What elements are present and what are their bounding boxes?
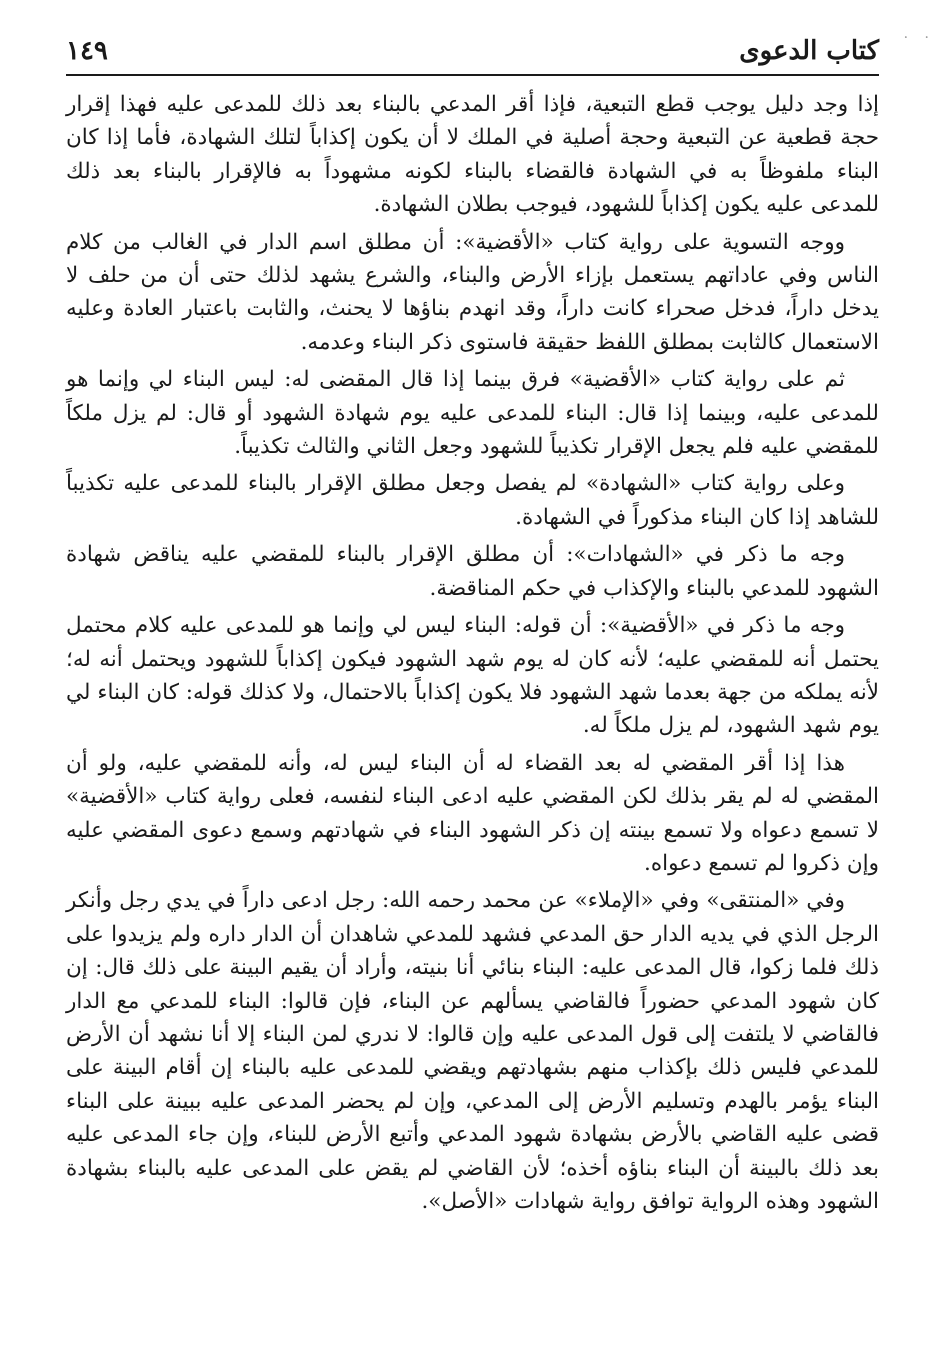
page-header	[66, 32, 879, 76]
chapter-title: كتاب الدعوى	[739, 36, 879, 66]
page-body	[66, 88, 879, 1222]
paragraph-2: ووجه التسوية على رواية كتاب «الأقضية»: أن مطلق اسم الدار في الغالب من كلام الناس وفي عاداتهم يستعمل بإزاء الأرض والبناء، والشرع يشهد لذلك حتى أن من حلف لا يدخل داراً، فدخل صحراء كانت داراً، وقد انهدم بناؤها لا يحنث، والثابت باعتبار العادة وعليه الاستعمال كالثابت بمطلق اللفظ حقيقة فاستوى ذكر البناء وعدمه.	[66, 229, 879, 355]
paragraph-1: إذا وجد دليل يوجب قطع التبعية، فإذا أقر المدعي بالبناء بعد ذلك للمدعى عليه فهذا إقرار حجة قطعية عن التبعية وحجة أصلية في الملك لا أن يكون إكذاباً لتلك الشهادة، فأما إذا كان البناء ملفوظاً به في الشهادة فالقضاء بالبناء لكونه مشهوداً به فالإقرار بالبناء بعد ذلك للمدعى عليه يكون إكذاباً للشهود، فيوجب بطلان الشهادة.	[66, 92, 879, 218]
paragraph-6: وجه ما ذكر في «الأقضية»: أن قوله: البناء ليس لي وإنما هو للمدعى عليه كلام محتمل يحتمل أنه للمقضي عليه؛ لأنه كان له يوم شهد الشهود فيكون إكذاباً للشهود ويحتمل أنه له؛ لأنه يملكه من جهة بعدما شهد الشهود فلا يكون إكذاباً بالاحتمال، ولا كذلك قوله: كان البناء لي يوم شهد الشهود، لم يزل ملكاً له.	[66, 613, 879, 739]
page-number: ١٤٩	[66, 36, 108, 66]
scan-corner-mark: · ·	[903, 30, 935, 46]
paragraph-7: هذا إذا أقر المقضي له بعد القضاء له أن البناء ليس له، وأنه للمقضي عليه، ولو أن المقضي له لم يقر بذلك لكن المقضي عليه ادعى البناء لنفسه، فعلى رواية كتاب «الأقضية» لا تسمع دعواه ولا تسمع بينته إن ذكر الشهود البناء في شهادتهم وسمع دعوى المقضي عليه وإن ذكروا لم تسمع دعواه.	[66, 750, 879, 876]
paragraph-8: وفي «المنتقى» وفي «الإملاء» عن محمد رحمه الله: رجل ادعى داراً في يدي رجل وأنكر الرجل الذي في يديه الدار حق المدعي فشهد للمدعي شاهدان أن الدار داره ولم يزيدوا على ذلك فلما زكوا، قال المدعى عليه: البناء بنائي أنا بنيته، وأراد أن يقيم البينة على ذلك قال: إن كان شهود المدعي حضوراً فالقاضي يسألهم عن البناء، فإن قالوا: البناء للمدعي مع الدار فالقاضي لا يلتفت إلى قول المدعى عليه وإن قالوا: لا ندري لمن البناء إلا أنا نشهد أن الأرض للمدعي فليس ذلك بإكذاب منهم بشهادتهم ويقضي للمدعى عليه بالبناء إن أقام البينة على البناء يؤمر بالهدم وتسليم الأرض إلى المدعي، وإن لم يحضر المدعى عليه ببينة على البناء قضى عليه القاضي بالأرض بشهادة شهود المدعي وأتبع الأرض للبناء، وإن جاء المدعى عليه بعد ذلك بالبينة أن البناء بناؤه أخذه؛ لأن القاضي لم يقض على المدعى عليه بالبناء بشهادة الشهود وهذه الرواية توافق رواية شهادات «الأصل».	[66, 888, 879, 1214]
paragraph-4: وعلى رواية كتاب «الشهادة» لم يفصل وجعل مطلق الإقرار بالبناء للمدعى عليه تكذيباً للشاهد إذا كان البناء مذكوراً في الشهادة.	[66, 471, 879, 530]
paragraph-3: ثم على رواية كتاب «الأقضية» فرق بينما إذا قال المقضى له: ليس البناء لي وإنما هو للمدعى عليه، وبينما إذا قال: البناء للمدعى عليه يوم شهادة الشهود أو قال: لم يزل ملكاً للمقضي عليه فلم يجعل الإقرار تكذيباً للشهود وجعل الثاني والثالث تكذيباً.	[66, 367, 879, 460]
paragraph-5: وجه ما ذكر في «الشهادات»: أن مطلق الإقرار بالبناء للمقضي عليه يناقض شهادة الشهود للمدعي بالبناء والإكذاب في حكم المناقضة.	[66, 542, 879, 601]
